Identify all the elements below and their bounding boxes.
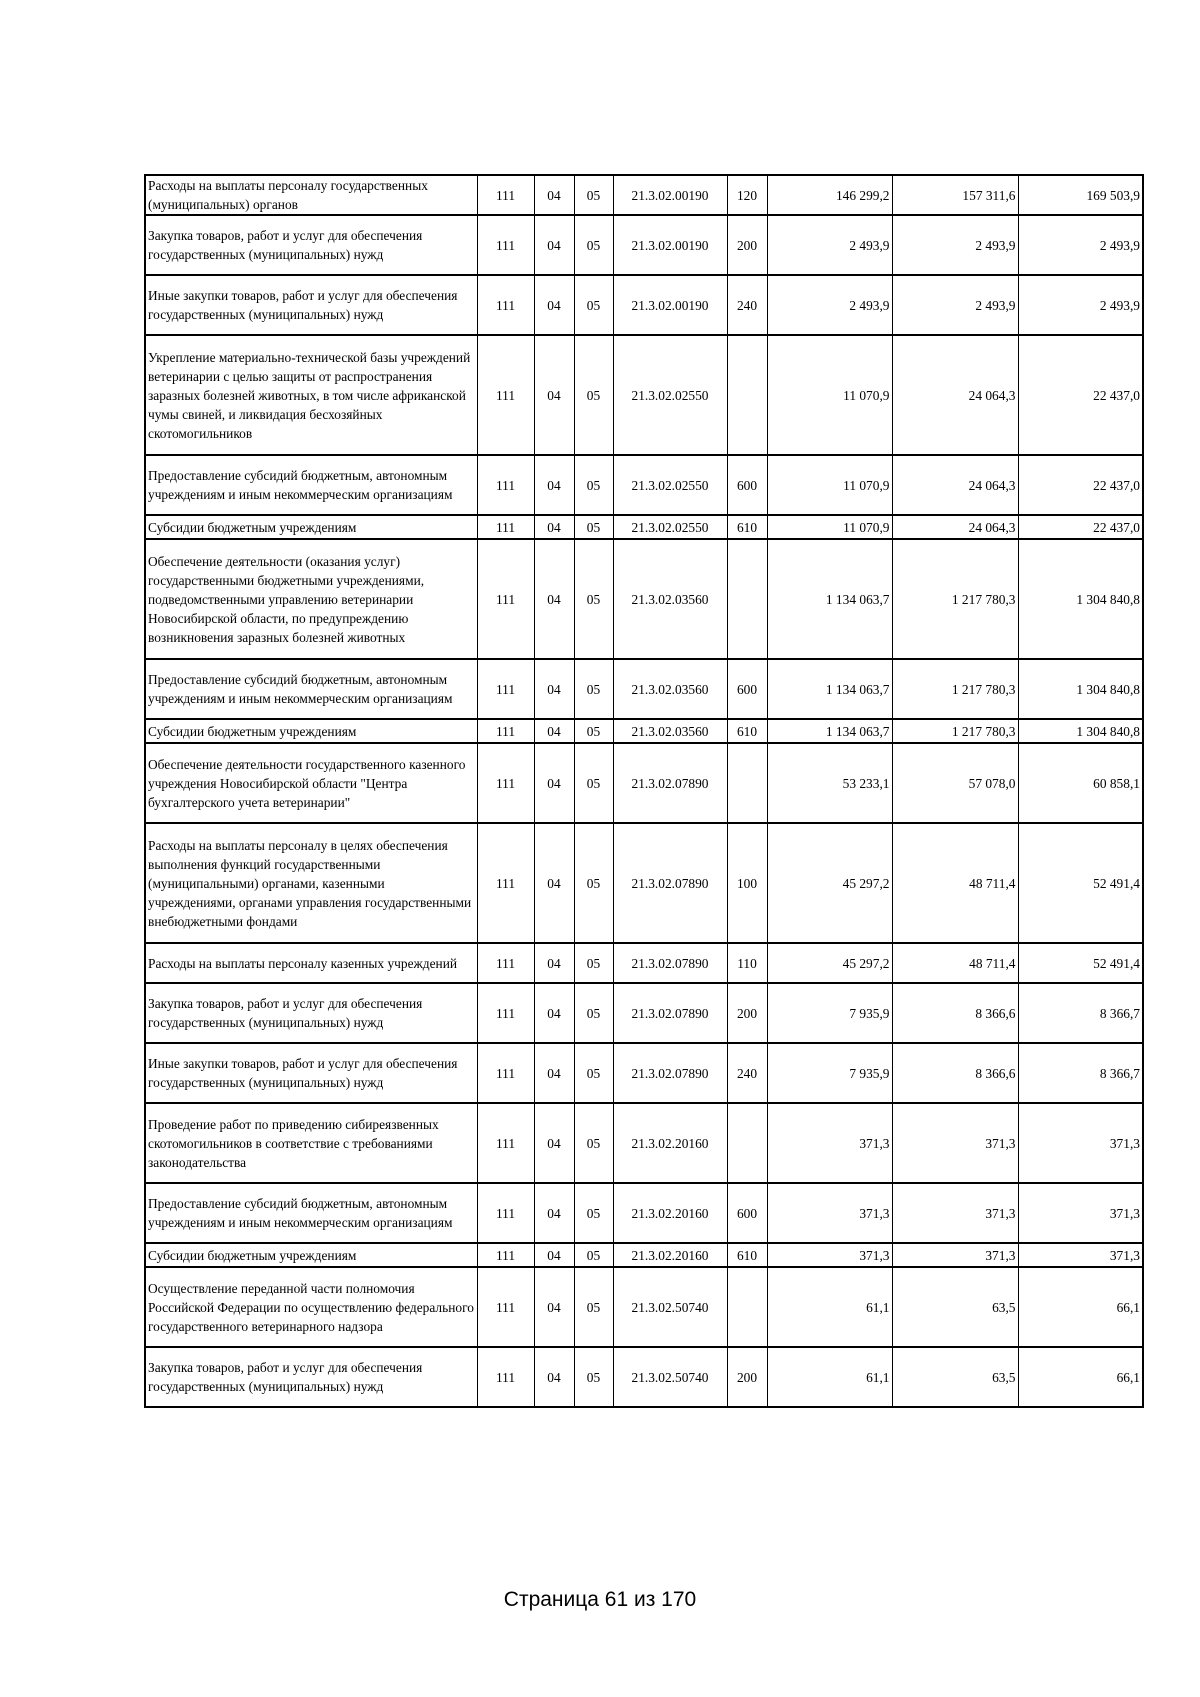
- row-name: Осуществление переданной части полномочия Российской Федерации по осуществлению федерального государственного ветеринарного надзора: [145, 1267, 477, 1347]
- amount-year-3: 8 366,7: [1018, 983, 1143, 1043]
- row-name: Расходы на выплаты персоналу казенных учреждений: [145, 943, 477, 983]
- table-row: [145, 943, 1143, 983]
- expense-type-code: 240: [727, 1043, 767, 1103]
- ministry-code: 111: [477, 215, 534, 275]
- amount-year-2: 157 311,6: [892, 175, 1018, 215]
- target-article-code: 21.3.02.00190: [613, 215, 727, 275]
- amount-year-3: 22 437,0: [1018, 455, 1143, 515]
- row-name: Субсидии бюджетным учреждениям: [145, 515, 477, 539]
- ministry-code: 111: [477, 1347, 534, 1407]
- amount-year-1: 371,3: [767, 1183, 892, 1243]
- expense-type-code: 200: [727, 215, 767, 275]
- expense-type-code: 200: [727, 1347, 767, 1407]
- ministry-code: 111: [477, 1103, 534, 1183]
- amount-year-3: 66,1: [1018, 1267, 1143, 1347]
- target-article-code: 21.3.02.20160: [613, 1183, 727, 1243]
- section-code: 04: [534, 275, 574, 335]
- row-name: Закупка товаров, работ и услуг для обеспечения государственных (муниципальных) нужд: [145, 215, 477, 275]
- section-code: 04: [534, 1043, 574, 1103]
- amount-year-3: 66,1: [1018, 1347, 1143, 1407]
- amount-year-1: 1 134 063,7: [767, 539, 892, 659]
- page-number: Страница 61 из 170: [503, 1588, 697, 1611]
- expense-type-code: 600: [727, 659, 767, 719]
- amount-year-2: 24 064,3: [892, 335, 1018, 455]
- section-code: 04: [534, 1243, 574, 1267]
- amount-year-2: 48 711,4: [892, 943, 1018, 983]
- row-name: Обеспечение деятельности (оказания услуг) государственными бюджетными учреждениями, подведомственными управлению ветеринарии Новосибирской области, по предупреждению возникновения заразных болезней животных: [145, 539, 477, 659]
- subsection-code: 05: [574, 659, 613, 719]
- table-row: [145, 1243, 1143, 1267]
- section-code: 04: [534, 719, 574, 743]
- expense-type-code: 610: [727, 719, 767, 743]
- expense-type-code: 200: [727, 983, 767, 1043]
- expense-type-code: [727, 335, 767, 455]
- expense-type-code: 120: [727, 175, 767, 215]
- ministry-code: 111: [477, 743, 534, 823]
- subsection-code: 05: [574, 1243, 613, 1267]
- subsection-code: 05: [574, 743, 613, 823]
- subsection-code: 05: [574, 455, 613, 515]
- amount-year-2: 63,5: [892, 1347, 1018, 1407]
- amount-year-2: 8 366,6: [892, 983, 1018, 1043]
- amount-year-3: 2 493,9: [1018, 215, 1143, 275]
- amount-year-3: 169 503,9: [1018, 175, 1143, 215]
- section-code: 04: [534, 943, 574, 983]
- section-code: 04: [534, 335, 574, 455]
- subsection-code: 05: [574, 275, 613, 335]
- ministry-code: 111: [477, 983, 534, 1043]
- amount-year-3: 371,3: [1018, 1103, 1143, 1183]
- expense-type-code: 610: [727, 1243, 767, 1267]
- row-name: Предоставление субсидий бюджетным, автономным учреждениям и иным некоммерческим организациям: [145, 455, 477, 515]
- target-article-code: 21.3.02.03560: [613, 719, 727, 743]
- section-code: 04: [534, 659, 574, 719]
- amount-year-1: 1 134 063,7: [767, 719, 892, 743]
- amount-year-1: 7 935,9: [767, 983, 892, 1043]
- ministry-code: 111: [477, 1267, 534, 1347]
- amount-year-2: 48 711,4: [892, 823, 1018, 943]
- amount-year-1: 7 935,9: [767, 1043, 892, 1103]
- amount-year-2: 371,3: [892, 1183, 1018, 1243]
- table-row: [145, 823, 1143, 943]
- amount-year-3: 8 366,7: [1018, 1043, 1143, 1103]
- table-row: [145, 335, 1143, 455]
- row-name: Закупка товаров, работ и услуг для обеспечения государственных (муниципальных) нужд: [145, 1347, 477, 1407]
- amount-year-3: 1 304 840,8: [1018, 659, 1143, 719]
- row-name: Укрепление материально-технической базы учреждений ветеринарии с целью защиты от распространения заразных болезней животных, в том числе африканской чумы свиней, и ликвидация бесхозяйных скотомогильников: [145, 335, 477, 455]
- target-article-code: 21.3.02.00190: [613, 275, 727, 335]
- expense-type-code: 240: [727, 275, 767, 335]
- amount-year-1: 146 299,2: [767, 175, 892, 215]
- target-article-code: 21.3.02.00190: [613, 175, 727, 215]
- row-name: Расходы на выплаты персоналу в целях обеспечения выполнения функций государственными (муниципальными) органами, казенными учреждениями, органами управления государственными внебюджетными фондами: [145, 823, 477, 943]
- row-name: Субсидии бюджетным учреждениям: [145, 1243, 477, 1267]
- section-code: 04: [534, 1183, 574, 1243]
- target-article-code: 21.3.02.02550: [613, 455, 727, 515]
- subsection-code: 05: [574, 335, 613, 455]
- amount-year-2: 63,5: [892, 1267, 1018, 1347]
- amount-year-2: 8 366,6: [892, 1043, 1018, 1103]
- section-code: 04: [534, 743, 574, 823]
- ministry-code: 111: [477, 335, 534, 455]
- section-code: 04: [534, 1267, 574, 1347]
- ministry-code: 111: [477, 719, 534, 743]
- amount-year-1: 45 297,2: [767, 943, 892, 983]
- row-name: Предоставление субсидий бюджетным, автономным учреждениям и иным некоммерческим организациям: [145, 1183, 477, 1243]
- table-row: [145, 983, 1143, 1043]
- amount-year-1: 45 297,2: [767, 823, 892, 943]
- amount-year-2: 1 217 780,3: [892, 659, 1018, 719]
- budget-table: [144, 174, 1144, 1408]
- subsection-code: 05: [574, 983, 613, 1043]
- target-article-code: 21.3.02.03560: [613, 659, 727, 719]
- row-name: Предоставление субсидий бюджетным, автономным учреждениям и иным некоммерческим организациям: [145, 659, 477, 719]
- subsection-code: 05: [574, 1043, 613, 1103]
- amount-year-2: 57 078,0: [892, 743, 1018, 823]
- table-row: [145, 1183, 1143, 1243]
- row-name: Иные закупки товаров, работ и услуг для обеспечения государственных (муниципальных) нужд: [145, 275, 477, 335]
- section-code: 04: [534, 1103, 574, 1183]
- amount-year-1: 371,3: [767, 1243, 892, 1267]
- table-row: [145, 659, 1143, 719]
- target-article-code: 21.3.02.07890: [613, 1043, 727, 1103]
- table-row: [145, 719, 1143, 743]
- amount-year-3: 1 304 840,8: [1018, 539, 1143, 659]
- amount-year-3: 52 491,4: [1018, 823, 1143, 943]
- subsection-code: 05: [574, 515, 613, 539]
- section-code: 04: [534, 455, 574, 515]
- amount-year-3: 22 437,0: [1018, 515, 1143, 539]
- target-article-code: 21.3.02.20160: [613, 1103, 727, 1183]
- amount-year-2: 2 493,9: [892, 215, 1018, 275]
- subsection-code: 05: [574, 1103, 613, 1183]
- row-name: Закупка товаров, работ и услуг для обеспечения государственных (муниципальных) нужд: [145, 983, 477, 1043]
- subsection-code: 05: [574, 719, 613, 743]
- amount-year-3: 371,3: [1018, 1243, 1143, 1267]
- expense-type-code: [727, 539, 767, 659]
- expense-type-code: 610: [727, 515, 767, 539]
- amount-year-3: 2 493,9: [1018, 275, 1143, 335]
- table-row: [145, 275, 1143, 335]
- amount-year-1: 371,3: [767, 1103, 892, 1183]
- ministry-code: 111: [477, 515, 534, 539]
- table-row: [145, 1267, 1143, 1347]
- amount-year-2: 1 217 780,3: [892, 539, 1018, 659]
- ministry-code: 111: [477, 1183, 534, 1243]
- amount-year-2: 371,3: [892, 1103, 1018, 1183]
- ministry-code: 111: [477, 455, 534, 515]
- amount-year-1: 2 493,9: [767, 215, 892, 275]
- amount-year-3: 1 304 840,8: [1018, 719, 1143, 743]
- ministry-code: 111: [477, 823, 534, 943]
- amount-year-1: 1 134 063,7: [767, 659, 892, 719]
- subsection-code: 05: [574, 1347, 613, 1407]
- section-code: 04: [534, 539, 574, 659]
- section-code: 04: [534, 983, 574, 1043]
- table-row: [145, 1103, 1143, 1183]
- amount-year-3: 52 491,4: [1018, 943, 1143, 983]
- target-article-code: 21.3.02.07890: [613, 823, 727, 943]
- ministry-code: 111: [477, 275, 534, 335]
- target-article-code: 21.3.02.07890: [613, 743, 727, 823]
- amount-year-2: 24 064,3: [892, 455, 1018, 515]
- subsection-code: 05: [574, 215, 613, 275]
- table-body: [145, 175, 1143, 1407]
- amount-year-1: 11 070,9: [767, 455, 892, 515]
- row-name: Обеспечение деятельности государственного казенного учреждения Новосибирской области "Центра бухгалтерского учета ветеринарии": [145, 743, 477, 823]
- ministry-code: 111: [477, 1243, 534, 1267]
- section-code: 04: [534, 823, 574, 943]
- expense-type-code: 600: [727, 1183, 767, 1243]
- subsection-code: 05: [574, 1267, 613, 1347]
- row-name: Иные закупки товаров, работ и услуг для обеспечения государственных (муниципальных) нужд: [145, 1043, 477, 1103]
- target-article-code: 21.3.02.02550: [613, 335, 727, 455]
- table-row: [145, 743, 1143, 823]
- expense-type-code: 100: [727, 823, 767, 943]
- target-article-code: 21.3.02.07890: [613, 983, 727, 1043]
- amount-year-2: 371,3: [892, 1243, 1018, 1267]
- amount-year-1: 11 070,9: [767, 335, 892, 455]
- amount-year-2: 1 217 780,3: [892, 719, 1018, 743]
- subsection-code: 05: [574, 823, 613, 943]
- subsection-code: 05: [574, 1183, 613, 1243]
- amount-year-1: 11 070,9: [767, 515, 892, 539]
- section-code: 04: [534, 1347, 574, 1407]
- amount-year-1: 2 493,9: [767, 275, 892, 335]
- row-name: Расходы на выплаты персоналу государственных (муниципальных) органов: [145, 175, 477, 215]
- target-article-code: 21.3.02.20160: [613, 1243, 727, 1267]
- expense-type-code: 600: [727, 455, 767, 515]
- amount-year-3: 22 437,0: [1018, 335, 1143, 455]
- subsection-code: 05: [574, 943, 613, 983]
- table-row: [145, 1043, 1143, 1103]
- table-row: [145, 175, 1143, 215]
- amount-year-2: 24 064,3: [892, 515, 1018, 539]
- amount-year-1: 61,1: [767, 1267, 892, 1347]
- table-row: [145, 455, 1143, 515]
- amount-year-1: 53 233,1: [767, 743, 892, 823]
- expense-type-code: [727, 1103, 767, 1183]
- expense-type-code: 110: [727, 943, 767, 983]
- ministry-code: 111: [477, 175, 534, 215]
- subsection-code: 05: [574, 539, 613, 659]
- target-article-code: 21.3.02.03560: [613, 539, 727, 659]
- table-row: [145, 1347, 1143, 1407]
- amount-year-3: 371,3: [1018, 1183, 1143, 1243]
- section-code: 04: [534, 515, 574, 539]
- ministry-code: 111: [477, 539, 534, 659]
- expense-type-code: [727, 1267, 767, 1347]
- table-row: [145, 515, 1143, 539]
- table-row: [145, 215, 1143, 275]
- amount-year-2: 2 493,9: [892, 275, 1018, 335]
- amount-year-3: 60 858,1: [1018, 743, 1143, 823]
- target-article-code: 21.3.02.07890: [613, 943, 727, 983]
- target-article-code: 21.3.02.50740: [613, 1267, 727, 1347]
- ministry-code: 111: [477, 943, 534, 983]
- row-name: Субсидии бюджетным учреждениям: [145, 719, 477, 743]
- expense-type-code: [727, 743, 767, 823]
- subsection-code: 05: [574, 175, 613, 215]
- target-article-code: 21.3.02.50740: [613, 1347, 727, 1407]
- row-name: Проведение работ по приведению сибиреязвенных скотомогильников в соответствие с требованиями законодательства: [145, 1103, 477, 1183]
- table-row: [145, 539, 1143, 659]
- ministry-code: 111: [477, 659, 534, 719]
- ministry-code: 111: [477, 1043, 534, 1103]
- amount-year-1: 61,1: [767, 1347, 892, 1407]
- section-code: 04: [534, 175, 574, 215]
- target-article-code: 21.3.02.02550: [613, 515, 727, 539]
- section-code: 04: [534, 215, 574, 275]
